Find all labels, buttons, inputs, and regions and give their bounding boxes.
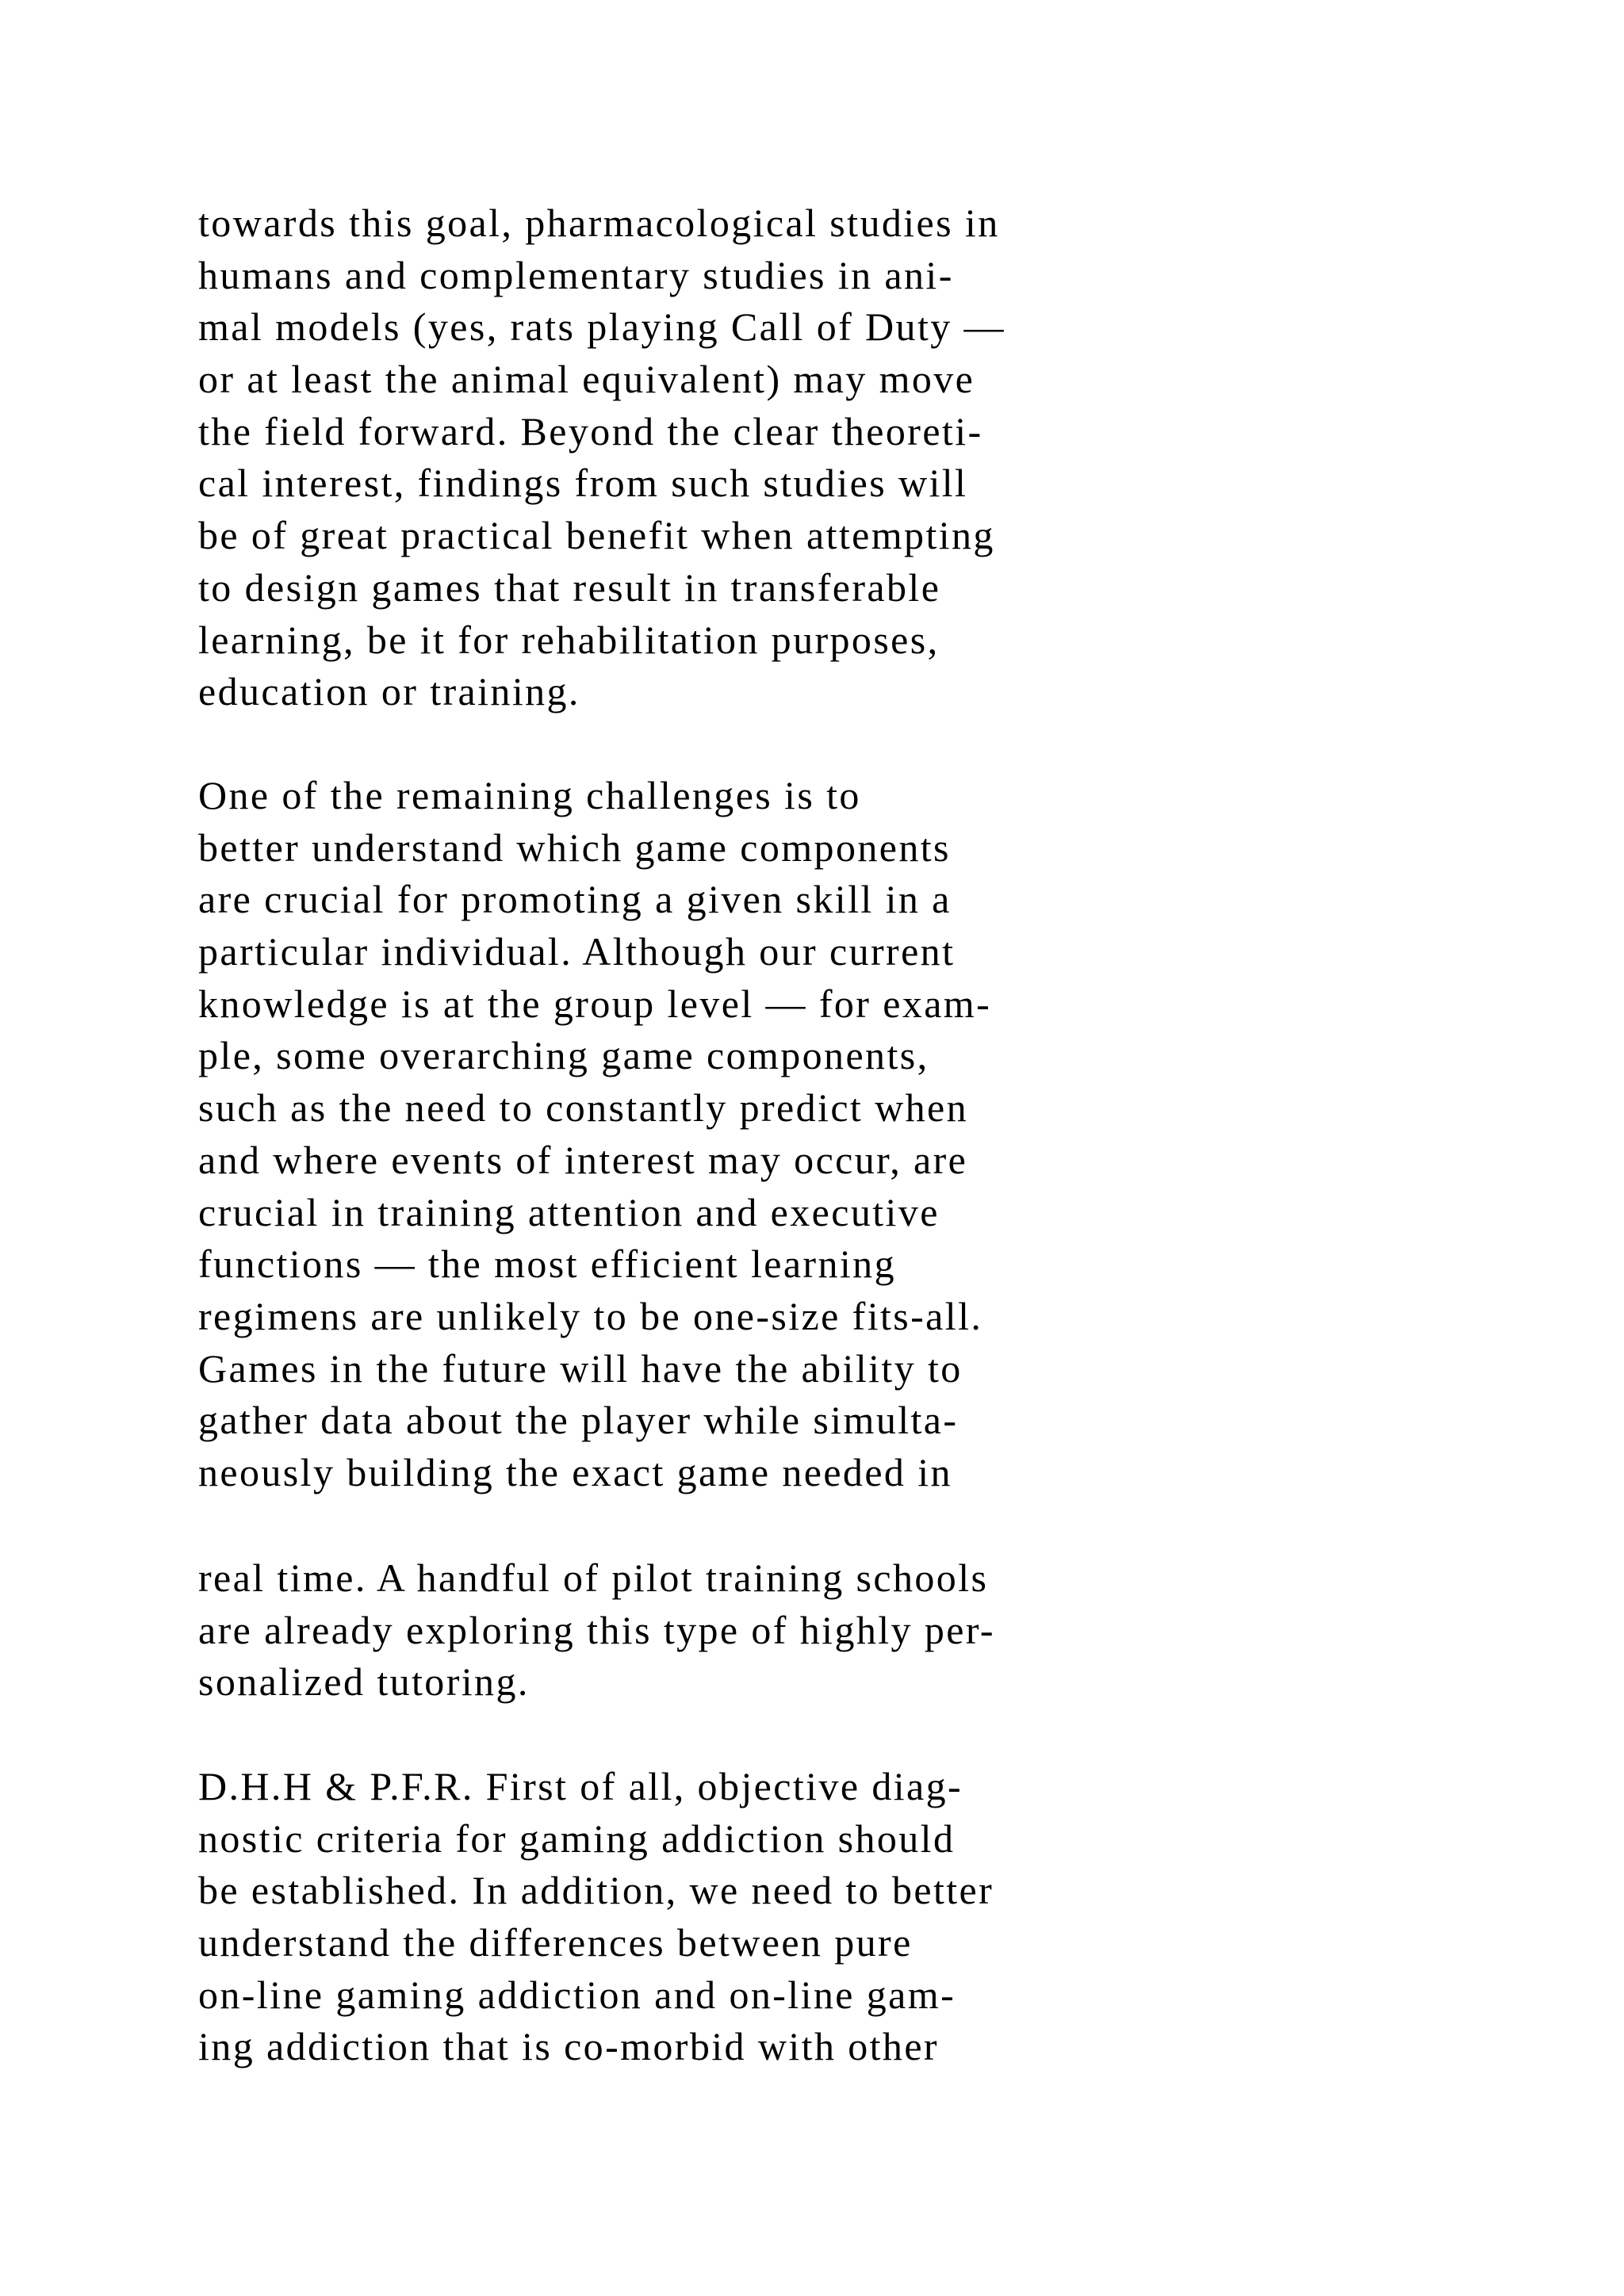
- text-line: on-line gaming addiction and on-line gam-: [198, 1972, 956, 2017]
- text-line: and where events of interest may occur, are: [198, 1137, 968, 1182]
- text-line: ple, some overarching game components,: [198, 1033, 929, 1078]
- paragraph-addiction-criteria: [198, 1761, 1546, 2073]
- text-line: D.H.H & P.F.R. First of all, objective diag-: [198, 1764, 963, 1808]
- text-line: such as the need to constantly predict when: [198, 1085, 968, 1131]
- text-line: regimens are unlikely to be one-size fits-all.: [198, 1293, 983, 1338]
- text-line: humans and complementary studies in ani-: [198, 252, 954, 297]
- text-line: knowledge is at the group level — for exam-: [198, 981, 992, 1026]
- text-line: nostic criteria for gaming addiction should: [198, 1816, 956, 1861]
- text-line: neously building the exact game needed in: [198, 1449, 952, 1494]
- text-line: particular individual. Although our current: [198, 929, 956, 974]
- text-line: are crucial for promoting a given skill in a: [198, 877, 952, 922]
- text-line: be established. In addition, we need to better: [198, 1868, 994, 1913]
- text-line: education or training.: [198, 669, 580, 714]
- text-line: One of the remaining challenges is to: [198, 773, 861, 817]
- text-line: gather data about the player while simulta-: [198, 1398, 959, 1443]
- paragraph-remaining-challenges: [198, 770, 1546, 1499]
- text-line: functions — the most efficient learning: [198, 1242, 896, 1287]
- text-line: cal interest, findings from such studies will: [198, 461, 968, 506]
- text-line: crucial in training attention and executive: [198, 1189, 940, 1234]
- text-line: be of great practical benefit when attempting: [198, 513, 995, 558]
- text-line: learning, be it for rehabilitation purposes,: [198, 617, 940, 662]
- text-line: sonalized tutoring.: [198, 1659, 530, 1705]
- text-line: better understand which game components: [198, 825, 951, 870]
- text-line: Games in the future will have the ability to: [198, 1345, 963, 1391]
- text-line: the field forward. Beyond the clear theoreti-: [198, 408, 983, 453]
- text-line: towards this goal, pharmacological studies in: [198, 201, 1000, 245]
- text-line: to design games that result in transferable: [198, 564, 941, 610]
- text-line: or at least the animal equivalent) may move: [198, 357, 975, 402]
- text-line: understand the differences between pure: [198, 1920, 913, 1965]
- text-line: ing addiction that is co-morbid with other: [198, 2024, 939, 2069]
- text-line: mal models (yes, rats playing Call of Duty —: [198, 304, 1005, 350]
- paragraph-real-time-continuation: [198, 1552, 1546, 1709]
- paragraph-research-goal: [198, 197, 1546, 718]
- text-line: are already exploring this type of highly per-: [198, 1607, 995, 1652]
- text-line: real time. A handful of pilot training schools: [198, 1556, 989, 1600]
